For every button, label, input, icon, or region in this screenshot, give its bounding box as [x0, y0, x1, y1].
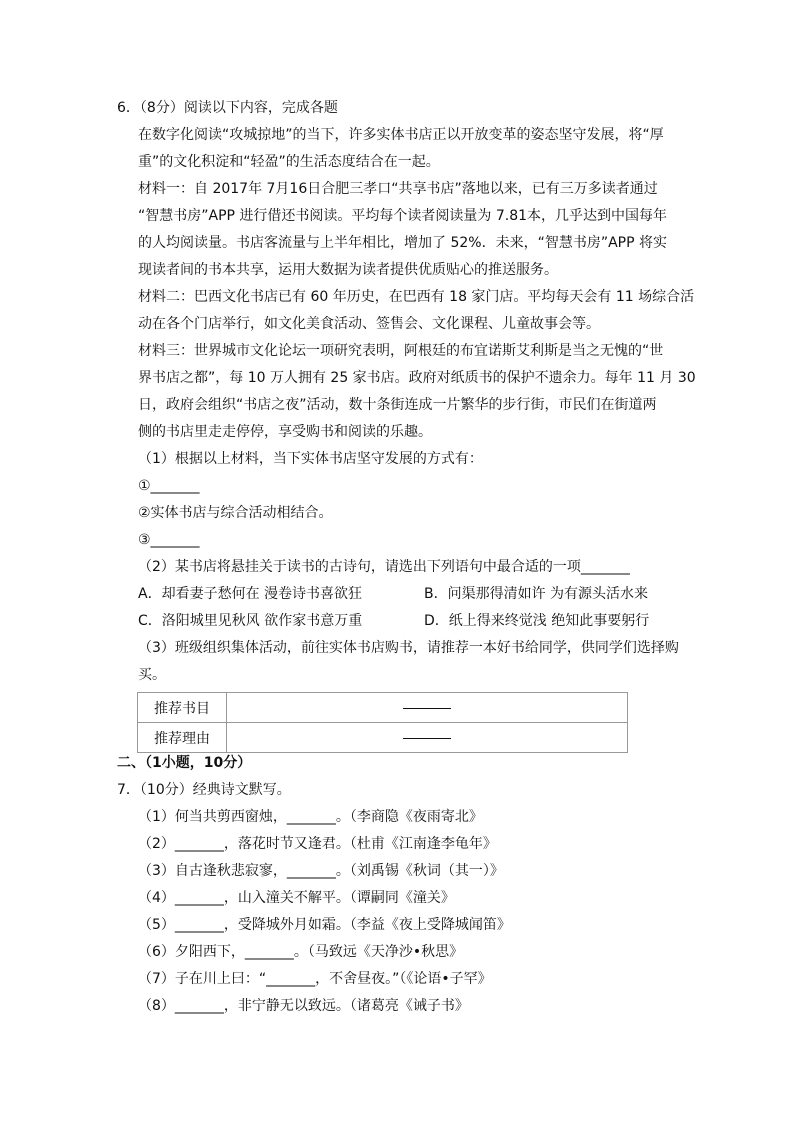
option-d[interactable]: D．纸上得来终觉浅 绝知此事要躬行	[424, 613, 650, 629]
sub-answer-2: ②实体书店与综合活动相结合。	[138, 505, 333, 521]
intro-line-1: 在数字化阅读“攻城掠地”的当下，许多实体书店正以开放变革的姿态坚守发展，将“厚	[138, 127, 664, 143]
options-row-1	[117, 581, 677, 608]
sub-question-1: （1）根据以上材料，当下实体书店坚守发展的方式有：	[138, 451, 483, 467]
question-6-heading: 6．（8分）阅读以下内容，完成各题	[117, 100, 338, 116]
material-1-line-4: 现读者间的书本共享，运用大数据为读者提供优质贴心的推送服务。	[138, 262, 558, 278]
recitation-item[interactable]: （1）何当共剪西窗烛，_______。（李商隐《夜雨寄北》	[138, 809, 483, 825]
option-b[interactable]: B．问渠那得清如许 为有源头活水来	[424, 586, 649, 602]
material-3-line-2: 界书店之都”，每 10 万人拥有 25 家书店。政府对纸质书的保护不遗余力。每年 11 月 30	[138, 370, 696, 386]
intro-line-2: 重”的文化积淀和“轻盈”的生活态度结合在一起。	[138, 154, 440, 170]
recommendation-table	[137, 692, 628, 753]
question-7-heading: 7．（10分）经典诗文默写。	[117, 782, 291, 798]
table-row	[138, 723, 628, 753]
recitation-item[interactable]: （2）_______，落花时节又逢君。（杜甫《江南逢李龟年》	[138, 836, 497, 852]
option-a[interactable]: A．却看妻子愁何在 漫卷诗书喜欲狂	[138, 586, 363, 602]
material-1-line-2: “智慧书房”APP 进行借还书阅读。平均每个读者阅读量为 7.81本，几乎达到中国每年	[138, 208, 668, 224]
section-2-heading: 二、（1小题，10分）	[117, 755, 252, 771]
recitation-item[interactable]: （7）子在川上曰：“_______，不舍昼夜。”（《论语•子罕》	[138, 971, 492, 987]
recommend-reason-label: 推荐理由	[138, 723, 227, 753]
sub-question-3-line-2: 买。	[138, 667, 166, 683]
material-3-line-3: 日，政府会组织“书店之夜”活动，数十条街连成一片繁华的步行街，市民们在街道两	[138, 397, 657, 413]
answer-blank-1[interactable]: ①_______	[138, 478, 200, 494]
material-1-line-3: 的人均阅读量。书店客流量与上半年相比，增加了 52%．未来，“智慧书房”APP 将实	[138, 235, 667, 251]
recitation-item[interactable]: （3）自古逢秋悲寂寥，_______。（刘禹锡《秋词（其一）》	[138, 863, 504, 879]
recitation-item[interactable]: （5）_______，受降城外月如霜。（李益《夜上受降城闻笛》	[138, 917, 511, 933]
option-c[interactable]: C．洛阳城里见秋风 欲作家书意万重	[138, 613, 363, 629]
sub-question-2: （2）某书店将悬挂关于读书的古诗句，请选出下列语句中最合适的一项_______	[138, 559, 630, 575]
recommend-reason-cell[interactable]	[227, 723, 628, 753]
question-7	[117, 777, 677, 1020]
recitation-item[interactable]: （6）夕阳西下，_______。（马致远《天净沙•秋思》	[138, 944, 464, 960]
material-3-line-4: 侧的书店里走走停停，享受购书和阅读的乐趣。	[138, 424, 432, 440]
recitation-item[interactable]: （4）_______，山入潼关不解平。（谭嗣同《潼关》	[138, 890, 455, 906]
recommended-book-cell[interactable]	[227, 693, 628, 723]
options-row-2	[117, 608, 677, 635]
recommended-book-label: 推荐书目	[138, 693, 227, 723]
recitation-item[interactable]: （8）_______，非宁静无以致远。（诸葛亮《诫子书》	[138, 998, 469, 1014]
sub-question-3-line-1: （3）班级组织集体活动，前往实体书店购书，请推荐一本好书给同学，供同学们选择购	[138, 640, 679, 656]
material-2-line-2: 动在各个门店举行，如文化美食活动、签售会、文化课程、儿童故事会等。	[138, 316, 600, 332]
material-2-line-1: 材料二：巴西文化书店已有 60 年历史，在巴西有 18 家门店。平均每天会有 11 场综合活	[138, 289, 695, 305]
material-1-line-1: 材料一：自 2017年 7月16日合肥三孝口“共享书店”落地以来，已有三万多读者通过	[138, 181, 658, 197]
answer-line	[403, 707, 451, 709]
material-3-line-1: 材料三：世界城市文化论坛一项研究表明，阿根廷的布宜诺斯艾利斯是当之无愧的“世	[138, 343, 664, 359]
answer-line	[403, 737, 451, 739]
question-6	[117, 95, 696, 689]
table-row	[138, 693, 628, 723]
answer-blank-3[interactable]: ③_______	[138, 532, 200, 548]
